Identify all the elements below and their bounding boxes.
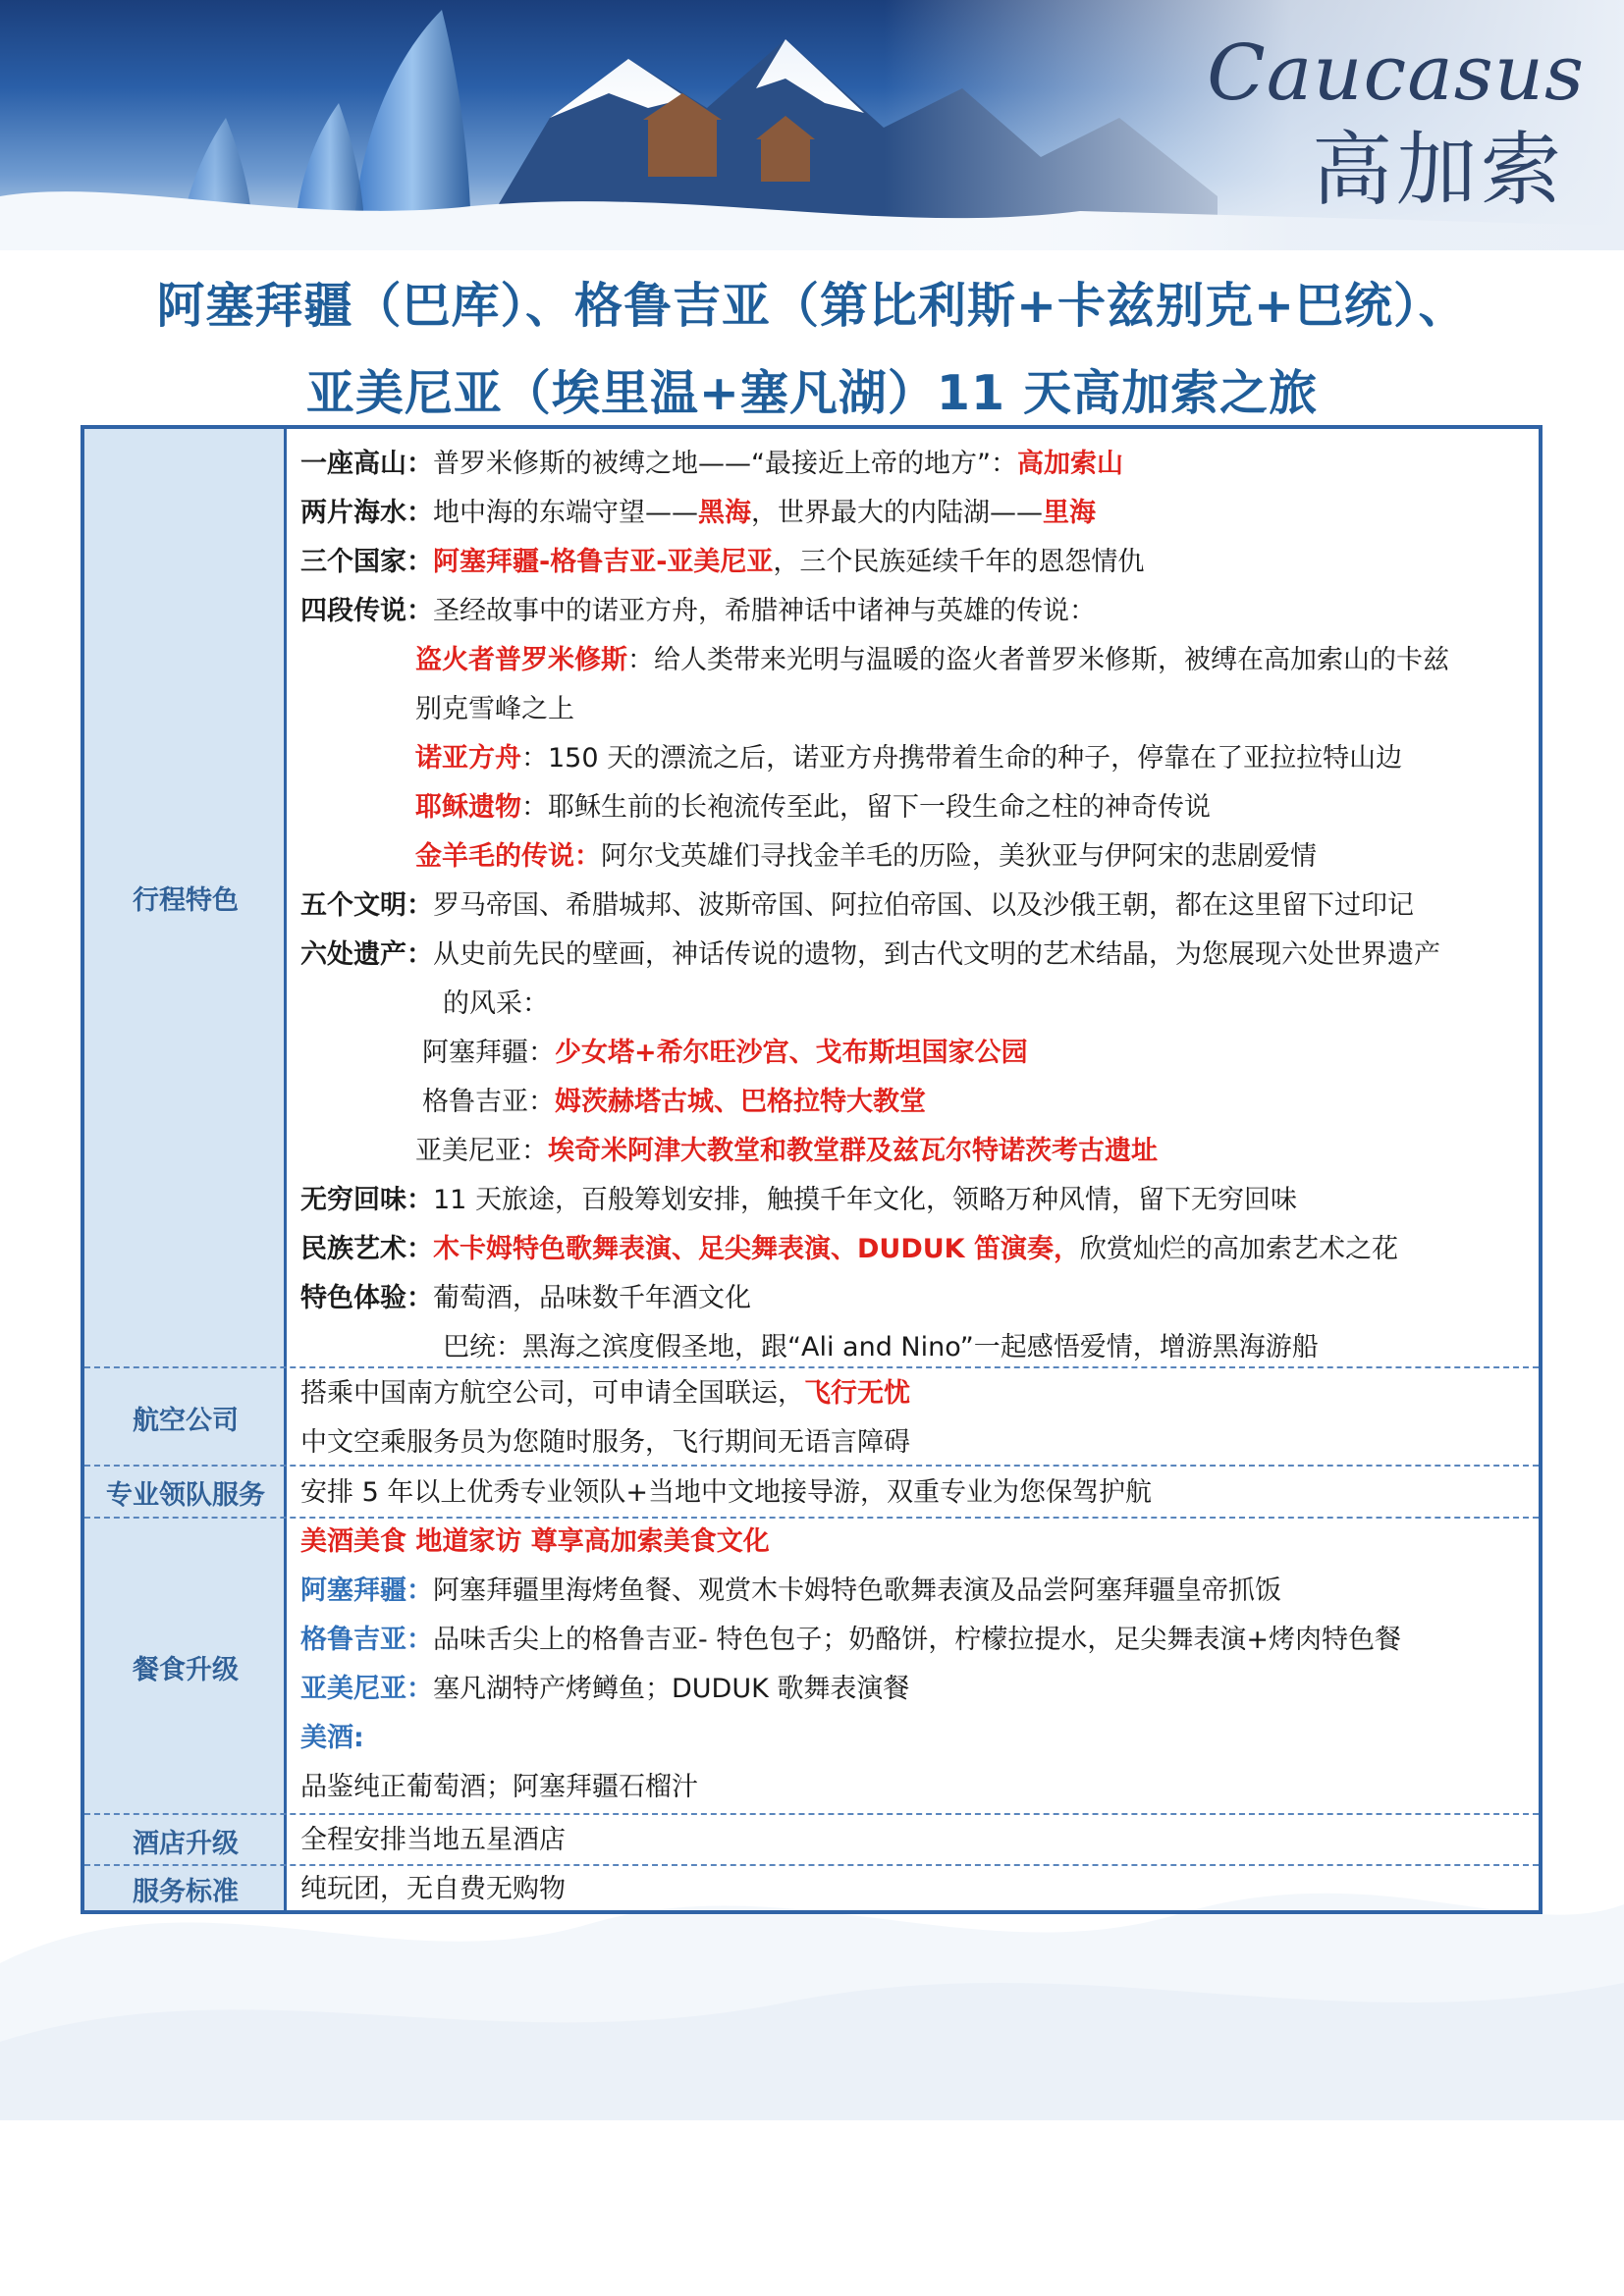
feature-legends: 四段传说：圣经故事中的诺亚方舟，希腊神话中诸神与英雄的传说：	[300, 596, 1096, 626]
row-hotel	[84, 1813, 1539, 1866]
row-service	[84, 1864, 1539, 1912]
feature-mountain: 一座高山：普罗米修斯的被缚之地——“最接近上帝的地方”：高加索山	[300, 449, 1123, 479]
brand-chinese-text: 高加索	[1311, 124, 1565, 217]
feature-aftertaste: 无穷回味：11 天旅途，百般筹划安排，触摸千年文化，领略万种风情，留下无穷回味	[300, 1185, 1297, 1215]
feature-heritage: 六处遗产：从史前先民的壁画，神话传说的遗物，到古代文明的艺术结晶，为您展现六处世界遗产	[300, 939, 1440, 970]
legend-golden-fleece: 金羊毛的传说：阿尔戈英雄们寻找金羊毛的历险，美狄亚与伊阿宋的悲剧爱情	[415, 841, 1317, 872]
airline-line-2: 中文空乘服务员为您随时服务，飞行期间无语言障碍	[300, 1427, 910, 1458]
row-label-hotel: 酒店升级	[133, 1828, 239, 1859]
hotel-text: 全程安排当地五星酒店	[300, 1825, 566, 1855]
dining-azerbaijan: 阿塞拜疆：阿塞拜疆里海烤鱼餐、观赏木卡姆特色歌舞表演及品尝阿塞拜疆皇帝抓饭	[300, 1575, 1281, 1606]
feature-experience-batumi: 巴统：黑海之滨度假圣地，跟“Ali and Nino”一起感悟爱情，增游黑海游船	[443, 1332, 1319, 1362]
itinerary-table	[81, 425, 1543, 1914]
airline-line-1: 搭乘中国南方航空公司，可申请全国联运，飞行无忧	[300, 1378, 910, 1409]
page-title-line-2: 亚美尼亚（埃里温+塞凡湖）11 天高加索之旅	[305, 365, 1319, 421]
header-banner	[0, 0, 1624, 250]
legend-noah-ark: 诺亚方舟：150 天的漂流之后，诺亚方舟携带着生命的种子，停靠在了亚拉拉特山边	[415, 743, 1403, 774]
heritage-georgia: 格鲁吉亚：姆茨赫塔古城、巴格拉特大教堂	[422, 1087, 926, 1117]
feature-art: 民族艺术：木卡姆特色歌舞表演、足尖舞表演、DUDUK 笛演奏，欣赏灿烂的高加索艺术之花	[300, 1234, 1398, 1264]
page-title-line-1: 阿塞拜疆（巴库）、格鲁吉亚（第比利斯+卡兹别克+巴统）、	[156, 278, 1468, 334]
dining-headline: 美酒美食 地道家访 尊享高加索美食文化	[300, 1526, 770, 1557]
feature-experience: 特色体验：葡萄酒，品味数千年酒文化	[300, 1283, 751, 1313]
dining-georgia: 格鲁吉亚：品味舌尖上的格鲁吉亚- 特色包子；奶酪饼，柠檬拉提水，足尖舞表演+烤肉特色餐	[300, 1625, 1401, 1655]
feature-countries: 三个国家：阿塞拜疆-格鲁吉亚-亚美尼亚，三个民族延续千年的恩怨情仇	[300, 547, 1145, 577]
row-guide	[84, 1465, 1539, 1519]
row-label-dining: 餐食升级	[133, 1654, 239, 1685]
row-dining	[84, 1517, 1539, 1815]
service-text: 纯玩团，无自费无购物	[300, 1874, 566, 1904]
feature-civilizations: 五个文明：罗马帝国、希腊城邦、波斯帝国、阿拉伯帝国、以及沙俄王朝，都在这里留下过印记	[300, 890, 1414, 921]
row-label-service: 服务标准	[133, 1877, 239, 1907]
legend-jesus-relic: 耶稣遗物：耶稣生前的长袍流传至此，留下一段生命之柱的神奇传说	[415, 792, 1211, 823]
dining-wine-key: 美酒:	[300, 1723, 364, 1753]
dining-armenia: 亚美尼亚：塞凡湖特产烤鳟鱼；DUDUK 歌舞表演餐	[300, 1674, 910, 1704]
feature-seas: 两片海水：地中海的东端守望——黑海，世界最大的内陆湖——里海	[300, 498, 1096, 528]
heritage-armenia: 亚美尼亚：埃奇米阿津大教堂和教堂群及兹瓦尔特诺茨考古遗址	[415, 1136, 1158, 1166]
legend-prometheus: 盗火者普罗米修斯：给人类带来光明与温暖的盗火者普罗米修斯，被缚在高加索山的卡兹	[415, 645, 1449, 675]
row-features	[84, 429, 1539, 1366]
heritage-azerbaijan: 阿塞拜疆：少女塔+希尔旺沙宫、戈布斯坦国家公园	[422, 1038, 1028, 1068]
row-label-features: 行程特色	[133, 885, 239, 916]
brand-english-text: Caucasus	[1207, 29, 1585, 118]
legend-prometheus-cont: 别克雪峰之上	[415, 694, 574, 724]
row-airline	[84, 1366, 1539, 1467]
dining-wine-text: 品鉴纯正葡萄酒；阿塞拜疆石榴汁	[300, 1772, 698, 1802]
row-label-guide: 专业领队服务	[106, 1480, 265, 1511]
row-label-airline: 航空公司	[133, 1405, 239, 1436]
guide-text: 安排 5 年以上优秀专业领队+当地中文地接导游，双重专业为您保驾护航	[300, 1477, 1152, 1508]
feature-heritage-cont: 的风采：	[443, 988, 549, 1019]
